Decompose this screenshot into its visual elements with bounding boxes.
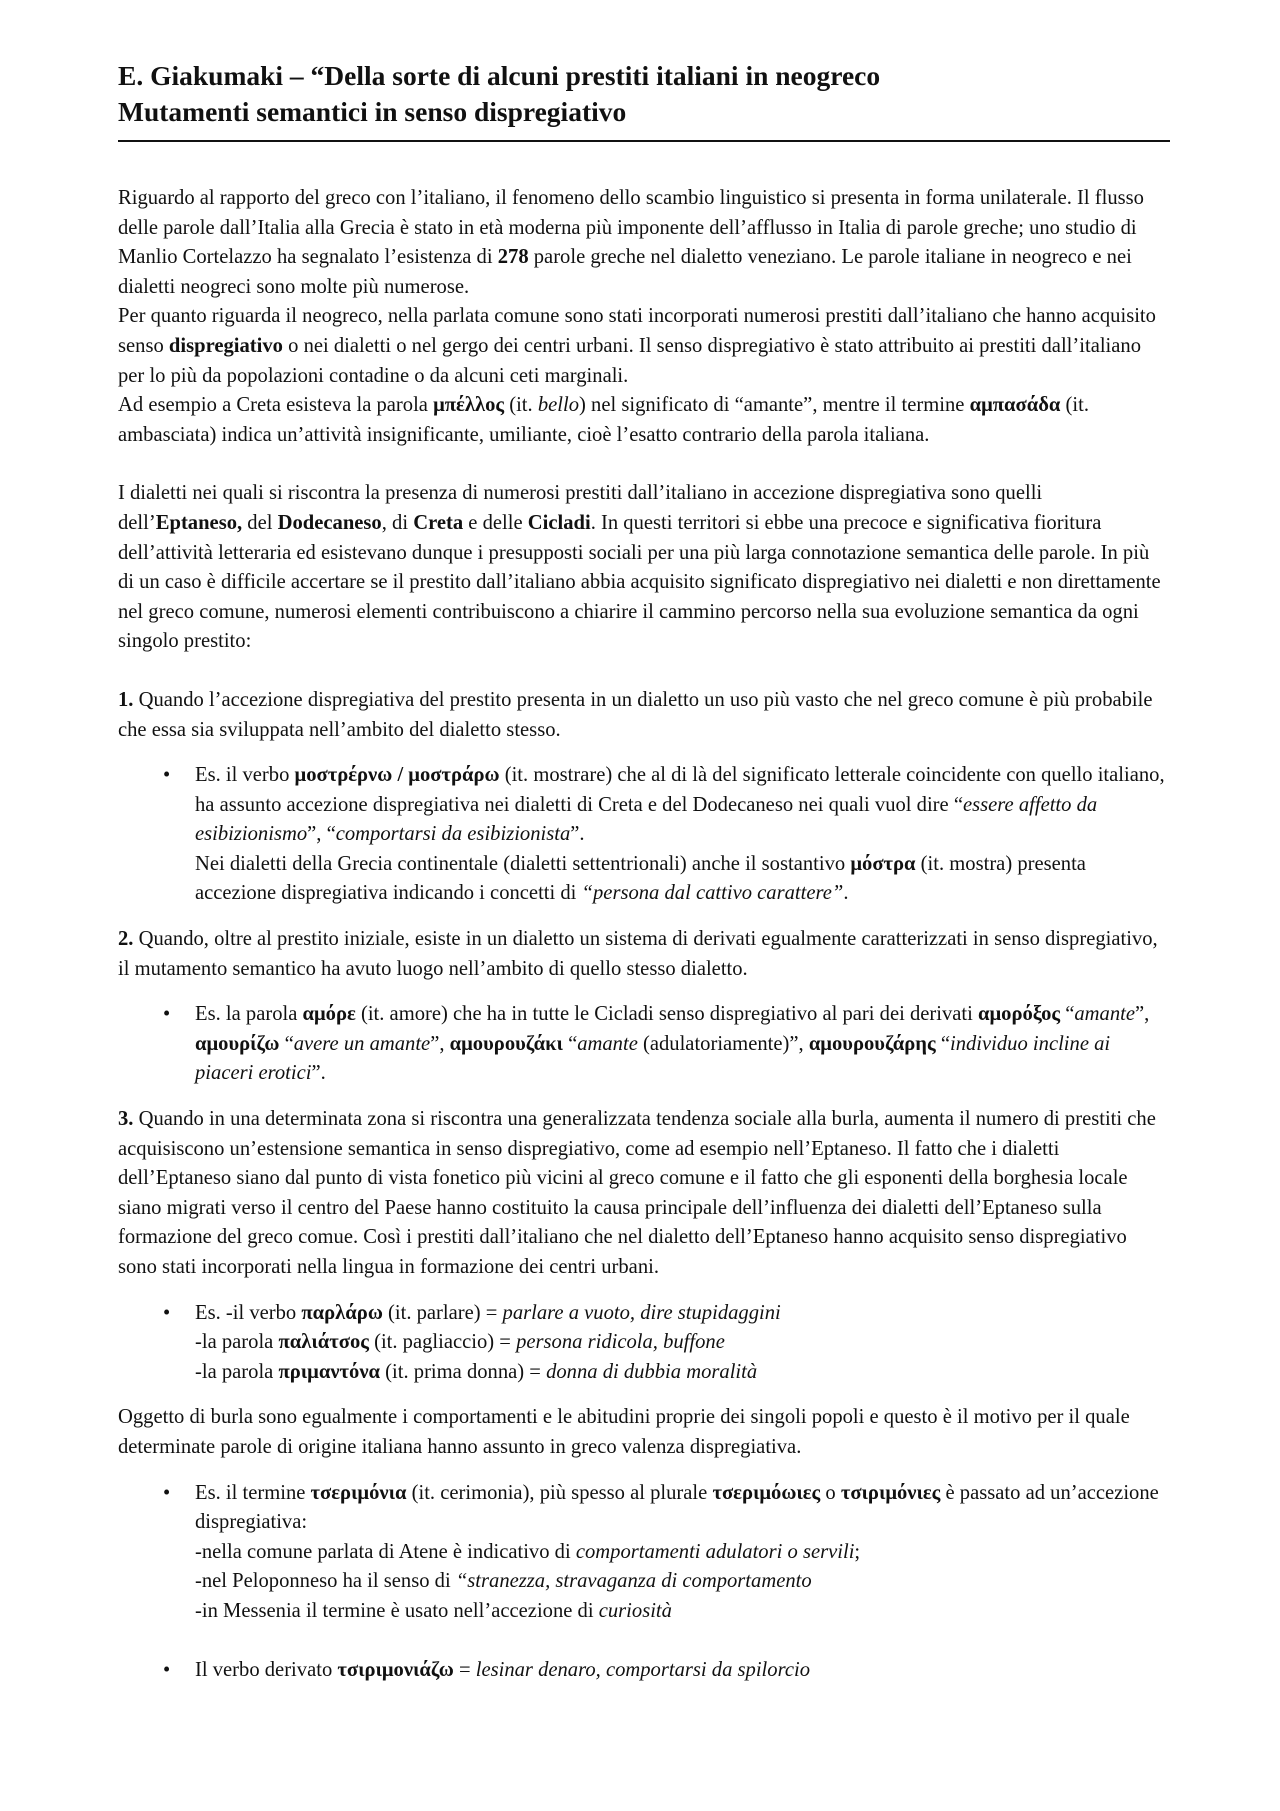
bullet-icon: • [163, 1658, 171, 1681]
list-item: • Es. il termine τσεριμόνια (it. cerimonia), più spesso al plurale τσεριμόωιες o τσιριμόνιες è passato ad un’accezione dispregiativa: -nella comune parlata di Atene è indicativo di comportamenti adulatori o servili; -nel Peloponneso ha il senso di “stranezza, stravaganza di comportamento -in Messenia il termine è usato nell’accezione di curiosità [118, 1479, 1170, 1627]
header-divider [118, 140, 1170, 142]
point-2: 2. Quando, oltre al prestito iniziale, esiste in un dialetto un sistema di derivati egualmente caratterizzati in senso dispregiativo, il mutamento semantico ha avuto luogo nell’ambito di quello stesso dialetto. [118, 928, 1158, 980]
bullet-icon: • [163, 1301, 171, 1324]
bullet-icon: • [163, 1003, 171, 1026]
verb-example [118, 1656, 1170, 1686]
document-page [118, 58, 1170, 1685]
term-dispregiativo: dispregiativo [168, 334, 283, 357]
list-item: • Es. -il verbo παρλάρω (it. parlare) = parlare a vuoto, dire stupidaggini -la parola παλιάτσος (it. pagliaccio) = persona ridicola, buffone -la parola πριμαντόνα (it. prima donna) = donna di dubbia moralità [118, 1299, 1170, 1388]
dialects-paragraph: I dialetti nei quali si riscontra la presenza di numerosi prestiti dall’italiano in accezione dispregiativa sono quelli dell’Eptaneso, del Dodecaneso, di Creta e delle Cicladi. In questi territori si ebbe una precoce e significativa fioritura dell’attività letteraria ed esistevano dunque i presupposti sociali per una più larga connotazione semantica delle parole. In più di un caso è difficile accertare se il prestito dall’italiano abbia acquisito significato dispregiativo nei dialetti e non direttamente nel greco comune, numerosi elementi contribuiscono a chiarire il cammino percorso nella sua evoluzione semantica da ogni singolo prestito: [118, 482, 1161, 653]
document-subtitle: Mutamenti semantici in senso dispregiativo [118, 96, 627, 127]
document-body [118, 184, 1170, 1685]
point-1: 1. Quando l’accezione dispregiativa del prestito presenta in un dialetto un uso più vasto che nel greco comune è più probabile che essa sia sviluppata nell’ambito del dialetto stesso. [118, 688, 1153, 741]
list-item: • Es. la parola αμόρε (it. amore) che ha in tutte le Cicladi senso dispregiativo al pari dei derivati αμορόξος “amante”, αμουρίζω “avere un amante”, αμουρουζάκι “amante (adulatoriamente)”, αμουρουζάρης “individuo incline ai piaceri erotici”. [118, 1000, 1170, 1089]
intro-paragraph-1: Riguardo al rapporto del greco con l’italiano, il fenomeno dello scambio linguistico si presenta in forma unilaterale. Il flusso delle parole dall’Italia alla Grecia è stato in età moderna più imponente dell’afflusso in Italia di parole greche; uno studio di Manlio Cortelazzo ha segnalato l’esistenza di 278 parole greche nel dialetto veneziano. Le parole italiane in neogreco e nei dialetti neogreci sono molte più numerose. [118, 187, 1144, 298]
point-3-examples [118, 1299, 1170, 1388]
document-title: E. Giakumaki – “Della sorte di alcuni prestiti italiani in neogreco [118, 60, 881, 91]
bullet-icon: • [163, 1481, 171, 1504]
point-2-examples [118, 1000, 1170, 1089]
greek-term: μπέλλος [433, 394, 505, 417]
document-header [118, 58, 1170, 130]
point-1-examples [118, 761, 1170, 909]
list-item: • Il verbo derivato τσιριμονιάζω = lesinar denaro, comportarsi da spilorcio [118, 1656, 1170, 1686]
greek-term: αμπασάδα [969, 394, 1061, 417]
burla-paragraph: Oggetto di burla sono egualmente i comportamenti e le abitudini proprie dei singoli popoli e questo è il motivo per il quale determinate parole di origine italiana hanno assunto in greco valenza dispregiativa. [118, 1406, 1130, 1458]
list-item: • Es. il verbo μοστρέρνω / μοστράρω (it. mostrare) che al di là del significato letterale coincidente con quello italiano, ha assunto accezione dispregiativa nei dialetti di Creta e del Dodecaneso nei quali vuol dire “essere affetto da esibizionismo”, “comportarsi da esibizionista”. Nei dialetti della Grecia continentale (dialetti settentrionali) anche il sostantivo μόστρα (it. mostra) presenta accezione dispregiativa indicando i concetti di “persona dal cattivo carattere”. [118, 761, 1170, 909]
intro-paragraph-3: Ad esempio a Creta esisteva la parola μπέλλος (it. bello) nel significato di “amante”, mentre il termine αμπασάδα (it. ambasciata) indica un’attività insignificante, umiliante, cioè l’esatto contrario della parola italiana. [118, 394, 1090, 446]
number-278: 278 [497, 246, 529, 269]
bullet-icon: • [163, 764, 171, 787]
burla-examples [118, 1479, 1170, 1627]
intro-paragraph-2: Per quanto riguarda il neogreco, nella parlata comune sono stati incorporati numerosi prestiti dall’italiano che hanno acquisito senso dispregiativo o nei dialetti o nel gergo dei centri urbani. Il senso dispregiativo è stato attribuito ai prestiti dall’italiano per lo più da popolazioni contadine o da alcuni ceti marginali. [118, 305, 1156, 387]
point-3: 3. Quando in una determinata zona si riscontra una generalizzata tendenza sociale alla burla, aumenta il numero di prestiti che acquisiscono un’estensione semantica in senso dispregiativo, come ad esempio nell’Eptaneso. Il fatto che i dialetti dell’Eptaneso siano dal punto di vista fonetico più vicini al greco comune e il fatto che gli esponenti della borghesia locale siano migrati verso il centro del Paese hanno costituito la causa principale dell’influenza dei dialetti dell’Eptaneso sulla formazione del greco comue. Così i prestiti dall’italiano che nel dialetto dell’Eptaneso hanno acquisito senso dispregiativo sono stati incorporati nella lingua in formazione dei centri urbani. [118, 1108, 1156, 1278]
